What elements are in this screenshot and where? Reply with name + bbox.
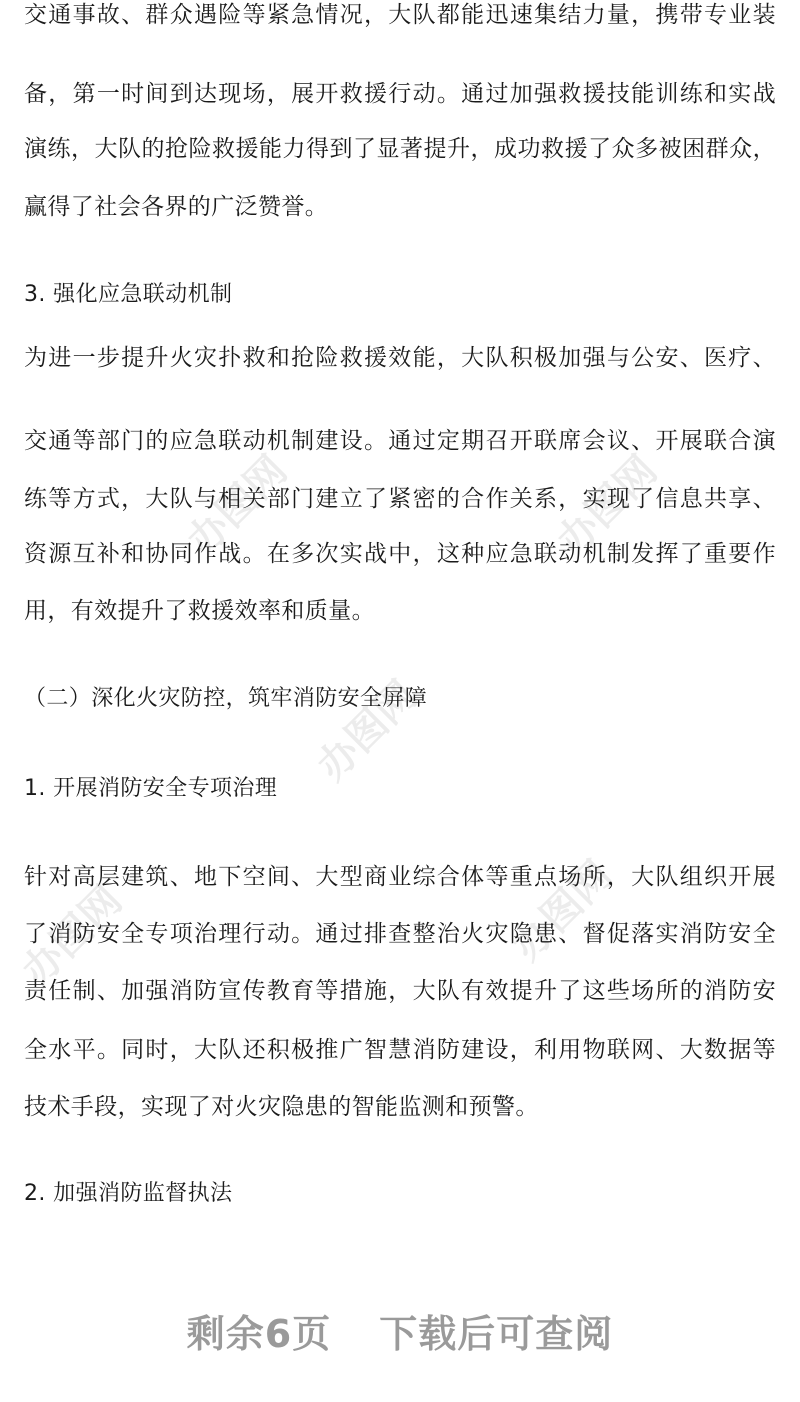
download-to-view-label: 下载后可查阅	[379, 1311, 614, 1356]
paragraph-line: 练等方式，大队与相关部门建立了紧密的合作关系，实现了信息共享、	[24, 486, 776, 512]
section-heading: 1. 开展消防安全专项治理	[24, 776, 278, 801]
section-heading: 2. 加强消防监督执法	[24, 1181, 233, 1206]
paragraph-line: 资源互补和协同作战。在多次实战中，这种应急联动机制发挥了重要作	[24, 541, 776, 567]
download-banner[interactable]	[0, 1300, 800, 1360]
paragraph-line: 交通等部门的应急联动机制建设。通过定期召开联席会议、开展联合演	[24, 428, 776, 454]
section-heading: （二）深化火灾防控，筑牢消防安全屏障	[24, 686, 428, 711]
paragraph-line: 为进一步提升火灾扑救和抢险救援效能，大队积极加强与公安、医疗、	[24, 345, 776, 371]
paragraph-line: 备，第一时间到达现场，展开救援行动。通过加强救援技能训练和实战	[24, 81, 776, 107]
watermark-text: 办图网	[13, 877, 132, 995]
section-heading: 3. 强化应急联动机制	[24, 282, 233, 307]
paragraph-line: 技术手段，实现了对火灾隐患的智能监测和预警。	[24, 1094, 539, 1120]
paragraph-line: 全水平。同时，大队还积极推广智慧消防建设，利用物联网、大数据等	[24, 1037, 776, 1063]
watermark-text: 办图网	[308, 672, 427, 790]
watermark-text: 办图网	[178, 447, 297, 565]
paragraph-line: 赢得了社会各界的广泛赞誉。	[24, 194, 329, 220]
paragraph-line: 用，有效提升了救援效率和质量。	[24, 598, 375, 624]
paragraph-line: 了消防安全专项治理行动。通过排查整治火灾隐患、督促落实消防安全	[24, 921, 776, 947]
watermark-text: 办图网	[503, 852, 622, 970]
paragraph-line: 交通事故、群众遇险等紧急情况，大队都能迅速集结力量，携带专业装	[24, 2, 776, 28]
paragraph-line: 责任制、加强消防宣传教育等措施，大队有效提升了这些场所的消防安	[24, 978, 776, 1004]
paragraph-line: 演练，大队的抢险救援能力得到了显著提升，成功救援了众多被困群众，	[24, 136, 776, 162]
remaining-pages-label: 剩余6页	[186, 1311, 332, 1356]
watermark-text: 办图网	[548, 447, 667, 565]
paragraph-line: 针对高层建筑、地下空间、大型商业综合体等重点场所，大队组织开展	[24, 864, 776, 890]
